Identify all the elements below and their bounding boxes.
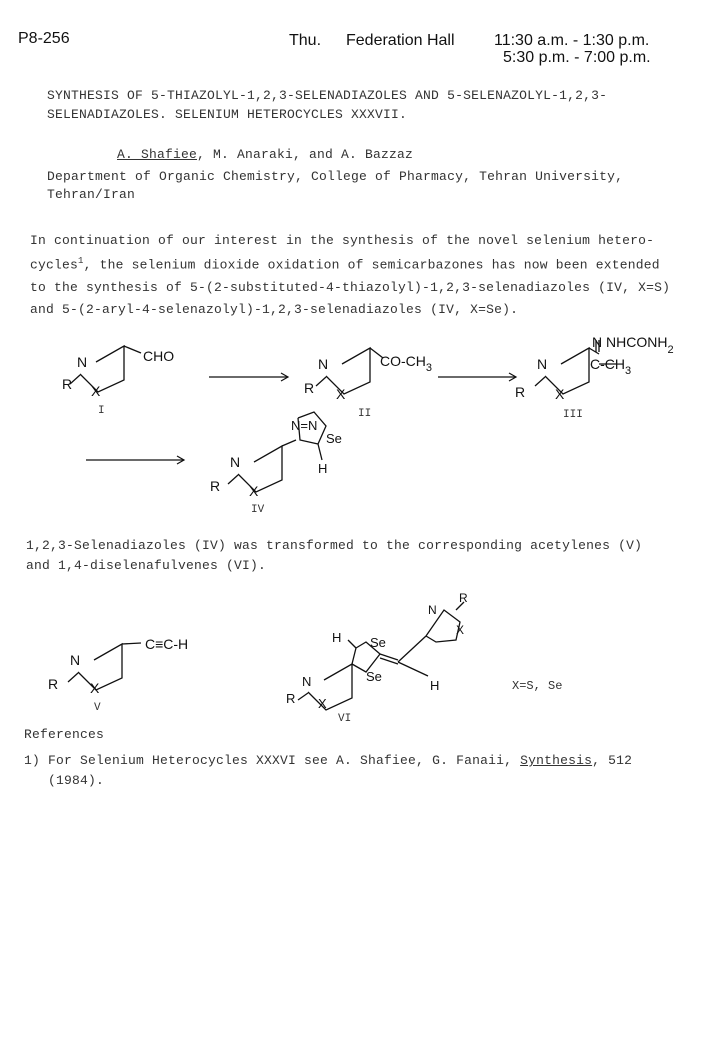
substituent-alkyne: C≡C-H (145, 636, 189, 652)
session-time-2: 5:30 p.m. - 7:00 p.m. (503, 49, 651, 66)
label-II: II (358, 408, 372, 420)
ring-III-bonds (545, 348, 589, 394)
body-line-4: and 5-(2-aryl-4-selenazolyl)-1,2,3-selenadiazoles (IV, X=Se). (30, 302, 519, 317)
reference-text: , 512 (592, 753, 633, 768)
label-IV: IV (251, 504, 265, 516)
label-V: V (94, 702, 101, 714)
session-day: Thu. (289, 32, 322, 49)
body-line-1: In continuation of our interest in the synthesis of the novel selenium hetero- (30, 233, 655, 248)
affiliation-line-1: Department of Organic Chemistry, College of Pharmacy, Tehran University, (47, 169, 624, 184)
atom-N-II: N (318, 356, 329, 372)
selenadiazole-NN: N=N (291, 418, 318, 433)
co-authors: , M. Anaraki, and A. Bazzaz (197, 147, 414, 162)
atom-X-II: X (336, 386, 346, 402)
atom-X-III: X (555, 386, 565, 402)
atom-X-VI-lower: X (318, 696, 327, 711)
atom-N-III: N (537, 356, 548, 372)
substituent-semicarbazone (592, 334, 674, 356)
body2-line-1: 1,2,3-Selenadiazoles (IV) was transformed to the corresponding acetylenes (V) (26, 538, 643, 553)
atom-N-V: N (70, 652, 81, 668)
subscript: 3 (425, 362, 433, 374)
subscript: 3 (625, 365, 632, 377)
atom-X-IV: X (249, 483, 259, 499)
substituent-text: C-CH (590, 356, 625, 372)
atom-N-I: N (77, 354, 88, 370)
session-venue: Federation Hall (346, 32, 455, 49)
ring-V-bonds (78, 644, 122, 690)
atom-H-VI-ring: H (332, 630, 342, 645)
atom-N-IV: N (230, 454, 241, 470)
atom-H-VI-exo: H (430, 678, 440, 693)
title-line-1: SYNTHESIS OF 5-THIAZOLYL-1,2,3-SELENADIAZOLES AND 5-SELENAZOLYL-1,2,3- (47, 88, 608, 103)
atom-R-IV: R (210, 478, 221, 494)
x-definition: X=S, Se (512, 679, 563, 693)
atom-R-II: R (304, 380, 315, 396)
title-line-2: SELENADIAZOLES. SELENIUM HETEROCYCLES XXXVII. (47, 107, 408, 122)
body-text: cycles (30, 257, 79, 273)
atom-N-VI-lower: N (302, 674, 312, 689)
atom-H-IV: H (318, 461, 328, 476)
body2-line-2: and 1,4-diselenafulvenes (VI). (26, 558, 267, 573)
subscript: 2 (667, 344, 674, 356)
body-text: , the selenium dioxide oxidation of semicarbazones has now been extended (83, 257, 660, 273)
label-III: III (563, 409, 583, 421)
atom-Se-VI-bottom: Se (366, 669, 382, 684)
atom-X-VI-upper: X (456, 623, 465, 637)
atom-X-V: X (90, 680, 100, 696)
substituent-COCH3 (380, 353, 432, 374)
references-heading: References (24, 727, 105, 742)
atom-R-VI-lower: R (286, 691, 296, 706)
substituent-text: CO-CH (380, 353, 426, 369)
atom-R-III: R (515, 384, 526, 400)
body-line-3: to the synthesis of 5-(2-substituted-4-thiazolyl)-1,2,3-selenadiazoles (IV, X=S) (30, 280, 671, 295)
atom-X-I: X (91, 383, 101, 399)
reference-1-year: (1984). (48, 773, 105, 788)
citation-superscript: 1 (78, 256, 84, 266)
reference-text: 1) For Selenium Heterocycles XXXVI see A. Shafiee, G. Fanaii, (24, 753, 521, 768)
atom-N-VI-upper: N (428, 603, 437, 617)
ring-IV-bonds (238, 446, 282, 492)
affiliation-line-2: Tehran/Iran (47, 187, 136, 202)
atom-Se-VI-top: Se (370, 635, 386, 650)
substituent-CHO: CHO (143, 348, 175, 364)
atom-Se-IV: Se (326, 431, 342, 446)
substituent-CCH3 (590, 356, 631, 377)
presenting-author: A. Shafiee (117, 147, 198, 162)
label-I: I (98, 405, 105, 417)
ring-II-bonds (326, 348, 370, 394)
substituent-text: N NHCONH (592, 334, 668, 350)
atom-R-I: R (62, 376, 73, 392)
journal-name: Synthesis (520, 753, 593, 768)
ring-VI-bonds (308, 664, 352, 710)
atom-R-VI-upper: R (459, 591, 468, 605)
abstract-id: P8-256 (18, 30, 70, 47)
label-VI: VI (338, 713, 352, 725)
session-time-1: 11:30 a.m. - 1:30 p.m. (494, 32, 650, 49)
atom-R-V: R (48, 676, 59, 692)
